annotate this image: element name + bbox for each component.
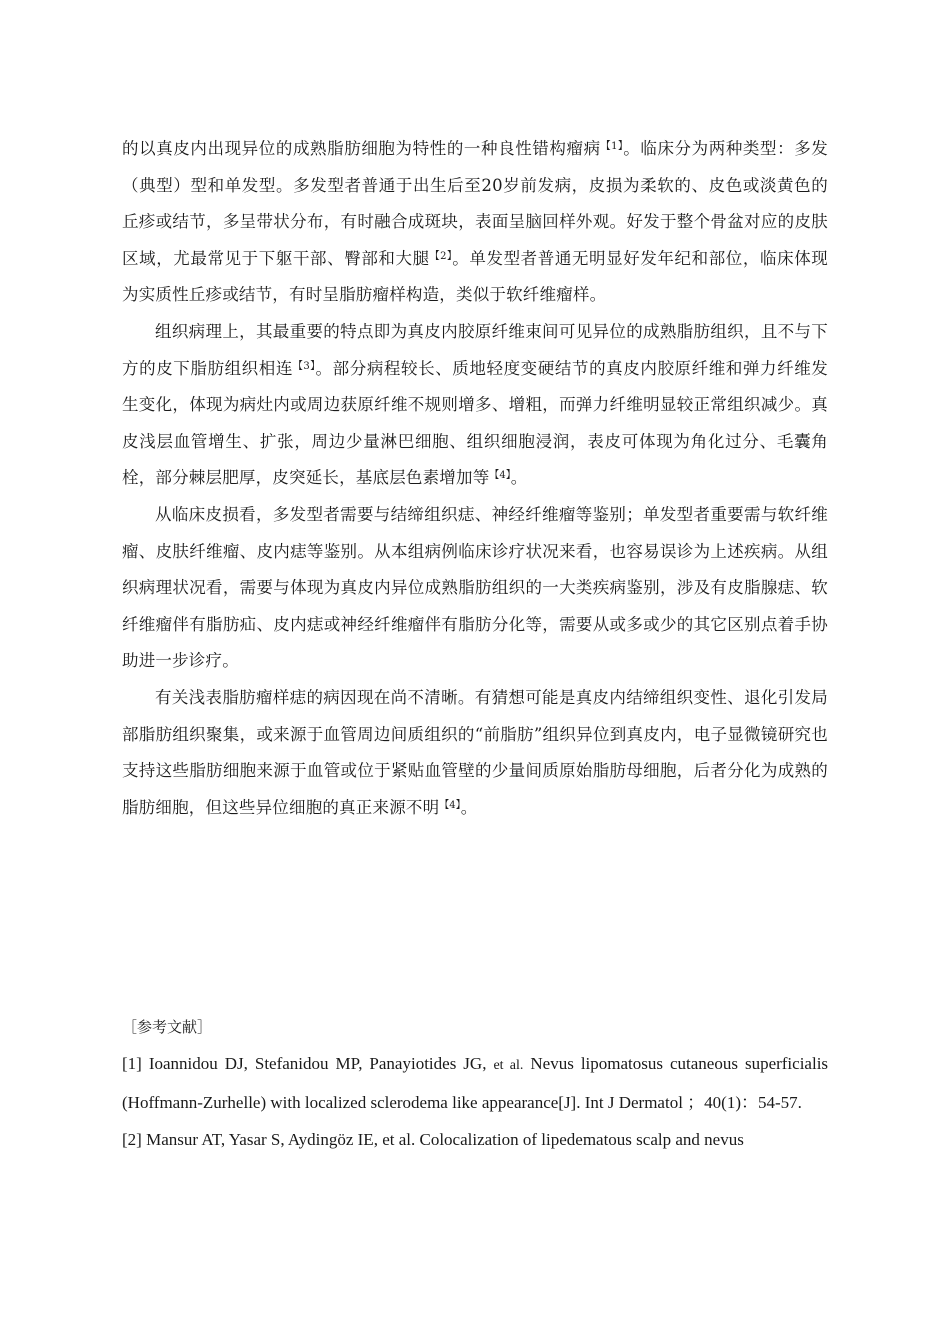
reference-text: [2] Mansur AT, Yasar S, Aydingöz IE, et al. Colocalization of lipedematous scalp and nevus (122, 1130, 744, 1149)
paragraph-histopathology (122, 314, 828, 497)
reference-number: [1] (122, 1054, 142, 1073)
citation-marker: 【4】 (489, 470, 511, 482)
paragraph-text: 组织病理上，其最重要的特点即为真皮内胶原纤维束间可见异位的成熟脂肪组织，且不与下方的皮下脂肪组织相连 (122, 321, 828, 378)
citation-marker: 【1】 (600, 141, 624, 152)
reference-item (122, 1045, 828, 1121)
paragraph-text: 的以真皮内出现异位的成熟脂肪细胞为特性的一种良性错构瘤病 (122, 139, 601, 158)
citation-marker: 【3】 (292, 360, 316, 372)
paragraph-differential-diagnosis (122, 497, 828, 680)
reference-item (122, 1121, 828, 1158)
paragraph-text: 。 (460, 797, 478, 817)
paragraph-text: 。 (510, 468, 528, 488)
reference-etal: et al. (493, 1058, 524, 1073)
paragraph-text: 。单发型者普通无明显好发年纪和部位，临床体现为实质性丘疹或结节，有时呈脂肪瘤样构造，类似于软纤维瘤样。 (122, 248, 828, 305)
article-body (122, 131, 828, 826)
paragraph-text: 。部分病程较长、质地轻度变硬结节的真皮内胶原纤维和弹力纤维发生变化，体现为病灶内或周边获原纤维不规则增多、增粗，而弹力纤维明显较正常组织减少。真皮浅层血管增生、扩张，周边少量淋巴细胞、组织细胞浸润，表皮可体现为角化过分、毛囊角栓，部分棘层肥厚，皮突延长，基底层色素增加等 (122, 358, 829, 488)
paragraph-text: 有关浅表脂肪瘤样痣的病因现在尚不清晰。有猜想可能是真皮内结缔组织变性、退化引发局部脂肪组织聚集，或来源于血管周边间质组织的“前脂肪”组织异位到真皮内，电子显微镜研究也支持这些脂肪细胞来源于血管或位于紧贴血管壁的少量间质原始脂肪母细胞，后者分化为成熟的脂肪细胞，但这些异位细胞的真正来源不明 (122, 687, 828, 817)
paragraph-text: 从临床皮损看，多发型者需要与结缔组织痣、神经纤维瘤等鉴别；单发型者重要需与软纤维瘤、皮肤纤维瘤、皮内痣等鉴别。从本组病例临床诊疗状况来看，也容易误诊为上述疾病。从组织病理状况看，需要与体现为真皮内异位成熟脂肪组织的一大类疾病鉴别，涉及有皮脂腺痣、软纤维瘤伴有脂肪疝、皮内痣或神经纤维瘤伴有脂肪分化等，需要从或多或少的其它区别点着手协助进一步诊疗。 (122, 504, 828, 671)
citation-marker: 【4】 (439, 799, 461, 811)
references-heading: ［参考文献］ (122, 1018, 213, 1036)
references-section (122, 1012, 828, 1158)
paragraph-clinical (122, 131, 828, 314)
paragraph-text: 。临床分为两种类型：多发（典型）型和单发型。多发型者普通于出生后至20岁前发病，皮损为柔软的、皮色或淡黄色的丘疹或结节，多呈带状分布，有时融合成斑块，表面呈脑回样外观。好发于整个骨盆对应的皮肤区域，尤最常见于下躯干部、臀部和大腿 (122, 139, 829, 268)
reference-authors: Ioannidou DJ, Stefanidou MP, Panayiotides JG, (148, 1054, 487, 1073)
paragraph-etiology (122, 680, 828, 826)
reference-details: Nevus lipomatosus cutaneous superficialis (Hoffmann-Zurhelle) with localized sclerodema like appearance[J]. Int J Dermatol ；40(1)：54-57. (122, 1054, 829, 1112)
citation-marker: 【2】 (429, 250, 453, 262)
